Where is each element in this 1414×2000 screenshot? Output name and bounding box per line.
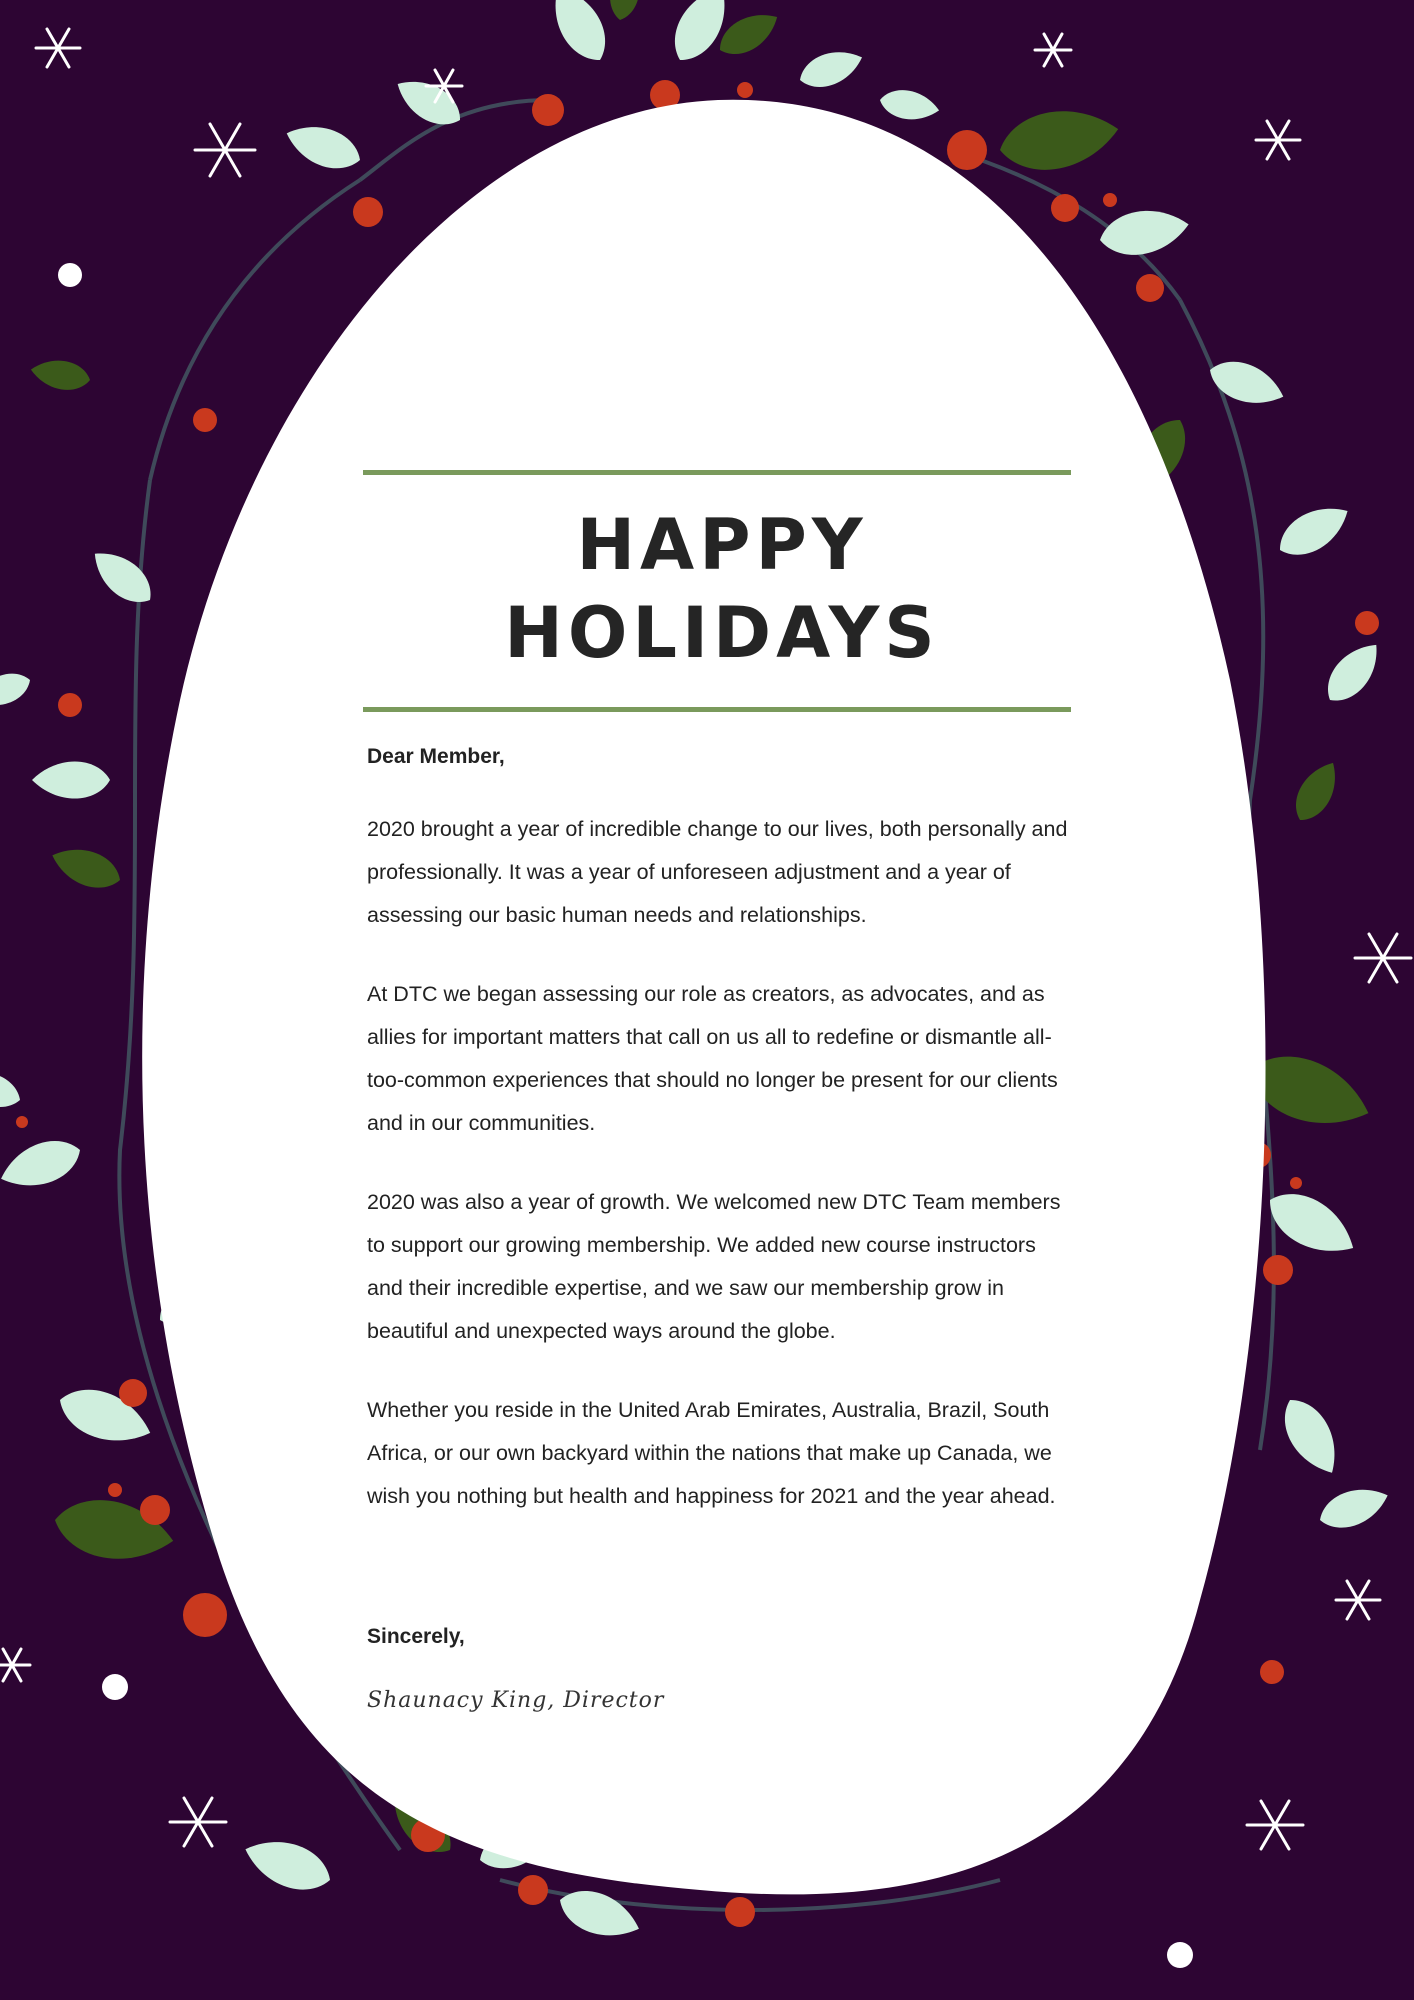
title-rule-bottom (363, 707, 1071, 712)
letter-content (367, 470, 1077, 1713)
paragraph: At DTC we began assessing our role as creators, as advocates, and as allies for important matters that call on us all to redefine or dismantle all-too-common experiences that should no longer be present for our clients and in our communities. (367, 982, 1058, 1135)
paragraph: 2020 was also a year of growth. We welcomed new DTC Team members to support our growing membership. We added new course instructors and their incredible expertise, and we saw our membership grow in beautiful and unexpected ways around the globe. (367, 1190, 1061, 1343)
closing: Sincerely, (367, 1625, 465, 1648)
greeting: Dear Member, (367, 745, 505, 768)
title-rule-top (363, 470, 1071, 475)
paragraph: Whether you reside in the United Arab Emirates, Australia, Brazil, South Africa, or our own backyard within the nations that make up Canada, we wish you nothing but health and happiness for 2021 and the year ahead. (367, 1398, 1056, 1508)
signature: Shaunacy King, Director (367, 1688, 665, 1713)
paragraph: 2020 brought a year of incredible change to our lives, both personally and professionally. It was a year of unforeseen adjustment and a year of assessing our basic human needs and relationships. (367, 817, 1068, 927)
page-title: HAPPY HOLIDAYS (504, 504, 940, 674)
